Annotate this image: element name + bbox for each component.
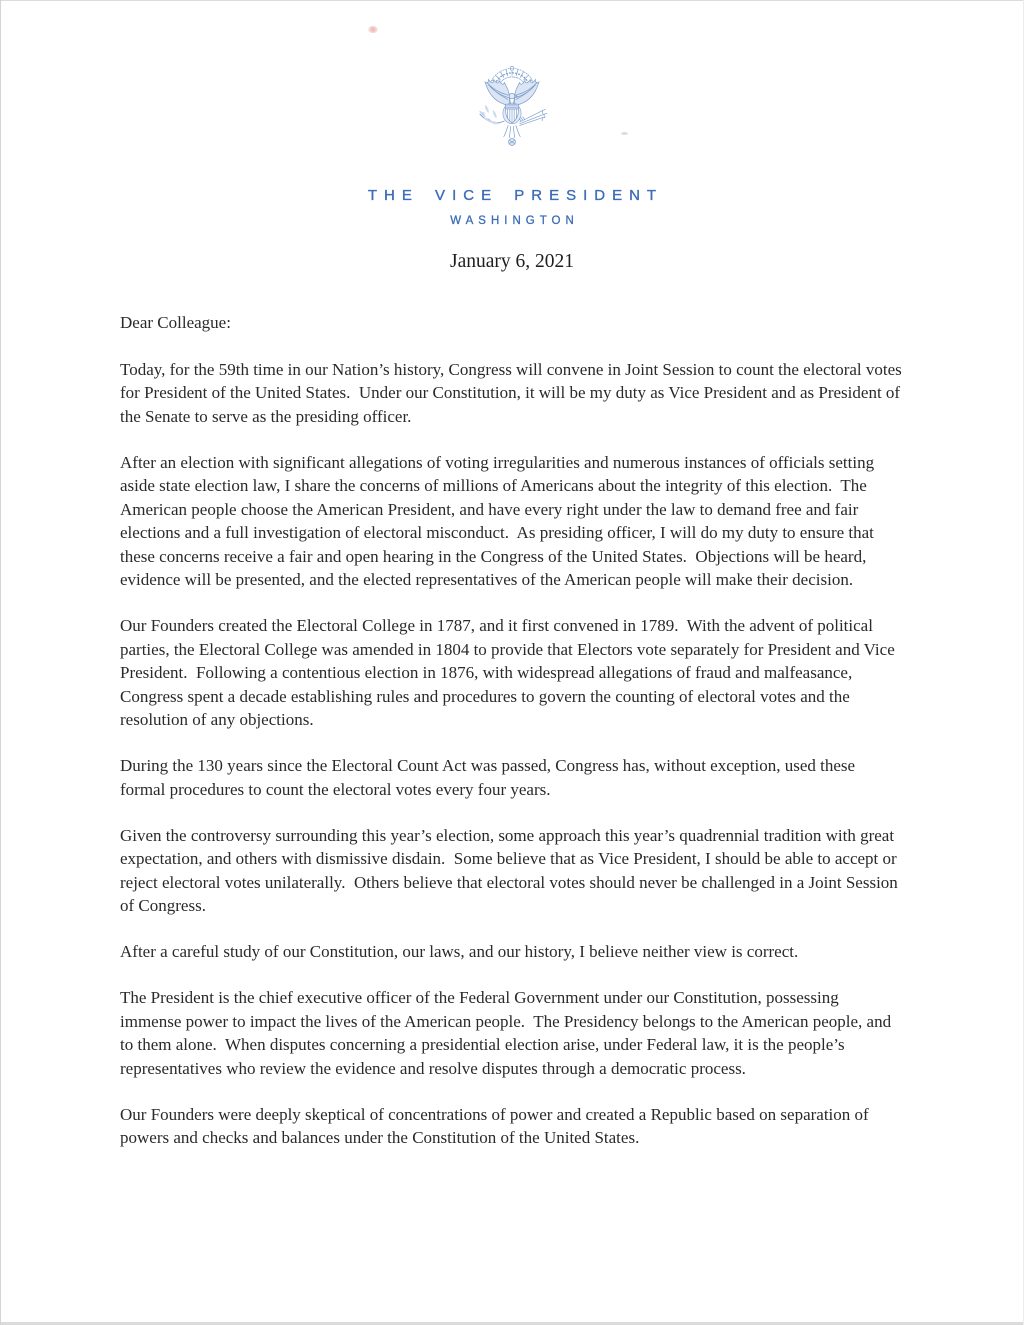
letter-date: January 6, 2021 (449, 251, 575, 272)
vice-president-seal-icon (460, 60, 564, 158)
letter-paragraph: Today, for the 59th time in our Nation’s history, Congress will convene in Joint Session to count the electoral votes for President of the United States. Under our Constitution, it will be my duty as Vice President and as President of the Senate to serve as the presiding officer. (120, 359, 907, 426)
scan-edge-top (0, 0, 1024, 1)
letter-paragraph: During the 130 years since the Electoral Count Act was passed, Congress has, without exception, used these formal procedures to count the electoral votes every four years. (120, 756, 860, 799)
letter-body (120, 311, 907, 1172)
scan-artifact-gray-speck (621, 132, 628, 135)
letter-paragraph: The President is the chief executive officer of the Federal Government under our Constitution, possessing immense power to impact the lives of the American people. The Presidency belongs to the American people, and to them alone. When disputes concerning a presidential election arise, under Federal law, it is the people’s representatives who review the evidence and resolve disputes through a democratic process. (120, 988, 896, 1078)
scan-artifact-red-dot (368, 26, 378, 33)
letterhead-location: WASHINGTON (450, 215, 579, 227)
letter-paragraph: After an election with significant allegations of voting irregularities and numerous instances of officials setting aside state election law, I share the concerns of millions of Americans about the integrity of this election. The American people choose the American President, and have every right under the law to demand free and fair elections and a full investigation of electoral misconduct. As presiding officer, I will do my duty to ensure that these concerns receive a fair and open hearing in the Congress of the United States. Objections will be heard, evidence will be presented, and the elected representatives of the American people will make their decision. (120, 452, 879, 589)
letter-paragraph: Our Founders created the Electoral College in 1787, and it first convened in 1789. With the advent of political parties, the Electoral College was amended in 1804 to provide that Electors vote separately for President and Vice President. Following a contentious election in 1876, with widespread allegations of fraud and malfeasance, Congress spent a decade establishing rules and procedures to govern the counting of electoral votes and the resolution of any objections. (120, 616, 899, 729)
letterhead-title: THE VICE PRESIDENT (367, 187, 664, 204)
letter-paragraph: Given the controversy surrounding this year’s election, some approach this year’s quadrennial tradition with great expectation, and others with dismissive disdain. Some believe that as Vice President, I should be able to accept or reject electoral votes unilaterally. Others believe that electoral votes should never be challenged in a Joint Session of Congress. (120, 825, 903, 915)
salutation: Dear Colleague: (120, 313, 231, 332)
letter-paragraph: Our Founders were deeply skeptical of concentrations of power and created a Republic based on separation of powers and checks and balances under the Constitution of the United States. (120, 1104, 873, 1147)
letter-paragraph: After a careful study of our Constitution, our laws, and our history, I believe neither view is correct. (120, 942, 799, 961)
